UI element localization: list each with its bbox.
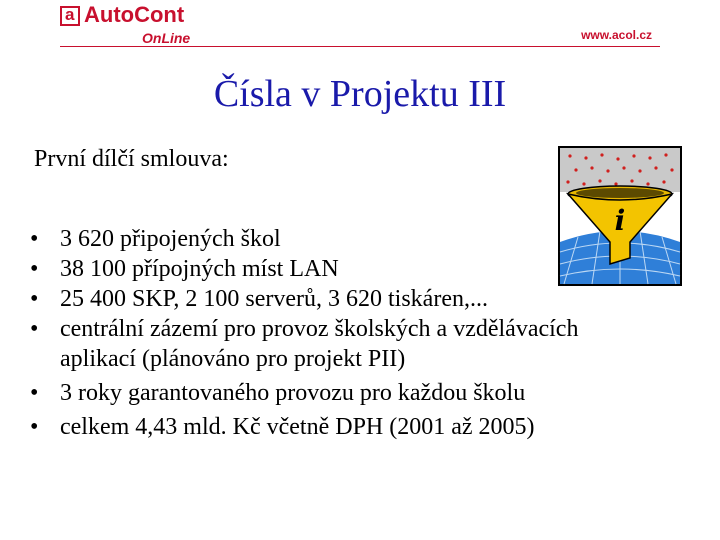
bullet-dot: • <box>30 316 39 342</box>
bullet-item: • 38 100 přípojných míst LAN <box>30 256 339 282</box>
bullet-list <box>30 224 630 442</box>
slide-title: Čísla v Projektu III <box>213 73 507 115</box>
logo-mark-icon: a <box>60 6 80 26</box>
intro-text: První dílčí smlouva: <box>34 146 229 172</box>
bullet-dot: • <box>30 226 39 252</box>
bullet-item: • 25 400 SKP, 2 100 serverů, 3 620 tiskáren,... <box>30 286 488 312</box>
website-url: www.acol.cz <box>581 28 652 42</box>
logo-subtitle: OnLine <box>142 30 191 46</box>
bullet-dot: • <box>30 414 39 440</box>
bullet-item: • 3 620 připojených škol <box>30 226 281 252</box>
autocont-logo <box>60 4 200 48</box>
bullet-item: • centrální zázemí pro provoz školských a vzdělávacích aplikací (plánováno pro projekt PII) <box>30 316 579 372</box>
info-letter: i <box>614 204 626 237</box>
bullet-dot: • <box>30 286 39 312</box>
bullet-dot: • <box>30 380 39 406</box>
header-rule <box>60 46 660 47</box>
bullet-item: • celkem 4,43 mld. Kč včetně DPH (2001 až 2005) <box>30 414 535 440</box>
logo-name: AutoCont <box>84 2 185 27</box>
info-funnel-icon <box>558 146 682 286</box>
bullet-item: • 3 roky garantovaného provozu pro každou školu <box>30 380 526 406</box>
bullet-dot: • <box>30 256 39 282</box>
